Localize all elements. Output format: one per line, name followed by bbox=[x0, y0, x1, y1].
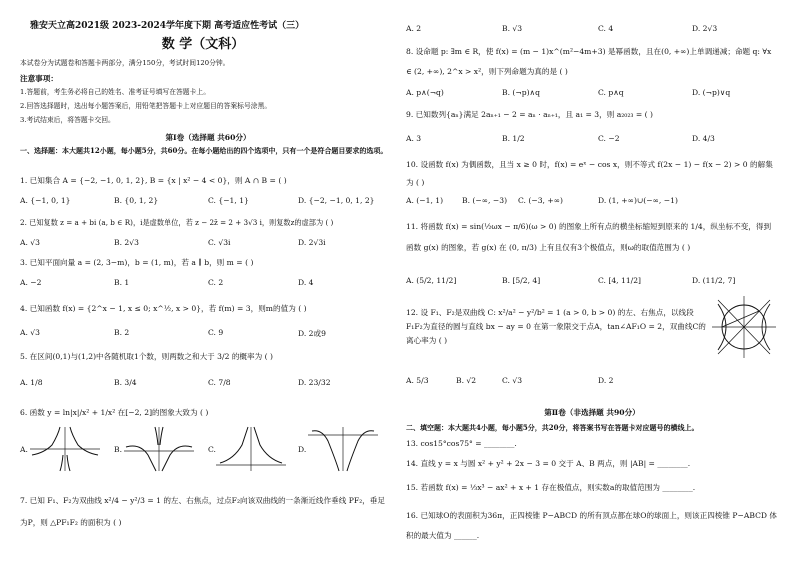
note-1: 1.答题前，考生务必将自己的姓名、准考证号填写在答题卡上。 bbox=[20, 88, 210, 96]
q4-option-c: C. 9 bbox=[208, 328, 224, 337]
question-2-stem: 2. 已知复数 z = a + bi (a, b ∈ R)，i是虚数单位，若 z − 2z̄ = 2 + 3√3 i，则复数z的虚部为 ( ) bbox=[20, 218, 334, 227]
q6-graph-d bbox=[308, 425, 378, 473]
q6-graph-a bbox=[30, 425, 100, 473]
q10-option-b: B. (−∞, −3) bbox=[462, 196, 508, 205]
q8-option-c: C. p∧q bbox=[598, 88, 624, 97]
question-15: 15. 若函数 f(x) = ⅓x³ − ax² + x + 1 存在极值点，则实数a的取值范围为 ________. bbox=[406, 483, 696, 492]
subject-title: 数 学（文科） bbox=[161, 37, 245, 52]
q6-graph-b bbox=[124, 425, 194, 473]
notes-title: 注意事项： bbox=[20, 74, 58, 83]
question-9-stem: 9. 已知数列{aₙ}满足 2aₙ₊₁ − 2 = aₙ · aₙ₊₁，且 a₁ = 3，则 a₂₀₂₃ = ( ) bbox=[406, 110, 653, 119]
q9-option-a: A. 3 bbox=[406, 134, 422, 143]
q11-option-a: A. (5/2, 11/2] bbox=[406, 276, 457, 285]
question-5-stem: 5. 在区间(0,1)与(1,2)中各随机取1个数，则两数之和大于 3/2 的概率为 ( ) bbox=[20, 352, 273, 361]
q9-option-d: D. 4/3 bbox=[692, 134, 715, 143]
question-6-stem: 6. 函数 y = ln|x|/x² + 1/x² 在[−2, 2]的图象大致为 ( ) bbox=[20, 408, 209, 417]
q11-option-b: B. [5/2, 4] bbox=[502, 276, 541, 285]
q6-option-a: A. bbox=[20, 445, 28, 454]
part2-title: 第Ⅱ卷（非选择题 共90分） bbox=[544, 408, 640, 417]
right-column bbox=[402, 0, 780, 561]
q12-option-a: A. 5/3 bbox=[406, 376, 429, 385]
question-7-stem: 7. 已知 F₁、F₂为双曲线 x²/4 − y²/3 = 1 的左、右焦点，过点F₂向该双曲线的一条渐近线作垂线 PF₂，垂足为P，则 △PF₁F₂ 的面积为 ( ) bbox=[20, 496, 385, 527]
q3-option-a: A. −2 bbox=[20, 278, 42, 287]
q4-option-b: B. 2 bbox=[114, 328, 130, 337]
question-8-stem: 8. 设命题 p: ∃m ∈ R，使 f(x) = (m − 1)x^(m²−4m+3) 是幂函数，且在(0, +∞)上单调递减；命题 q: ∀x ∈ (2, +∞), 2^x > x²，则下列命题为真的是 ( ) bbox=[406, 47, 772, 76]
q11-option-c: C. [4, 11/2] bbox=[598, 276, 642, 285]
q6-graph-c bbox=[216, 425, 286, 473]
q9-option-c: C. −2 bbox=[598, 134, 620, 143]
q12-option-b: B. √2 bbox=[456, 376, 477, 385]
q10-option-a: A. (−1, 1) bbox=[406, 196, 444, 205]
question-14: 14. 直线 y = x 与圆 x² + y² + 2x − 3 = 0 交于 A、B 两点，则 |AB| = ________. bbox=[406, 459, 691, 468]
part1-title: 第Ⅰ卷（选择题 共60分） bbox=[165, 133, 251, 142]
exam-info: 本试卷分为试题卷和答题卡两部分，满分150分，考试时间120分钟。 bbox=[20, 59, 230, 67]
q1-option-b: B. {0, 1, 2} bbox=[114, 196, 159, 205]
q7-option-d: D. 2√3 bbox=[692, 24, 718, 33]
q11-option-d: D. (11/2, 7] bbox=[692, 276, 736, 285]
note-2: 2.回答选择题时，选出每小题答案后，用铅笔把答题卡上对应题目的答案标号涂黑。 bbox=[20, 102, 272, 110]
q2-option-b: B. 2√3 bbox=[114, 238, 139, 247]
question-3-stem: 3. 已知平面向量 a = (2, 3−m)，b = (1, m)，若 a ∥ b，则 m = ( ) bbox=[20, 258, 254, 267]
question-1-stem: 1. 已知集合 A = {−2, −1, 0, 1, 2}, B = {x | x² − 4 < 0}，则 A ∩ B = ( ) bbox=[20, 176, 287, 185]
q4-option-a: A. √3 bbox=[20, 328, 40, 337]
q1-option-a: A. {−1, 0, 1} bbox=[20, 196, 71, 205]
q4-option-d: D. 2或9 bbox=[298, 329, 326, 338]
q5-option-c: C. 7/8 bbox=[208, 378, 231, 387]
q5-option-a: A. 1/8 bbox=[20, 378, 43, 387]
q8-option-b: B. (¬p)∧q bbox=[502, 88, 540, 97]
q12-option-d: D. 2 bbox=[598, 376, 614, 385]
q5-option-d: D. 23/32 bbox=[298, 378, 331, 387]
q7-option-a: A. 2 bbox=[406, 24, 422, 33]
note-3: 3.考试结束后，将答题卡交回。 bbox=[20, 116, 115, 124]
q3-option-d: D. 4 bbox=[298, 278, 314, 287]
part2-intro: 二、填空题：本大题共4小题，每小题5分，共20分，将答案书写在答题卡对应题号的横线上。 bbox=[406, 423, 699, 432]
q8-option-a: A. p∧(¬q) bbox=[406, 88, 444, 97]
q10-option-c: C. (−3, +∞) bbox=[518, 196, 564, 205]
q6-option-b: B. bbox=[114, 445, 122, 454]
question-11-stem: 11. 将函数 f(x) = sin(½ωx − π/6)(ω > 0) 的图象上所有点的横坐标缩短到原来的 1/4，纵坐标不变，得到函数 g(x) 的图象，若 g(x) 在 (0, π/3) 上有且仅有3个极值点，则ω的取值范围为 ( ) bbox=[406, 222, 772, 252]
q3-option-b: B. 1 bbox=[114, 278, 130, 287]
left-column bbox=[18, 0, 390, 561]
q1-option-c: C. {−1, 1} bbox=[208, 196, 249, 205]
question-13: 13. cos15°cos75° = ________. bbox=[406, 439, 517, 448]
question-4-stem: 4. 已知函数 f(x) = {2^x − 1, x ≤ 0; x^½, x > 0}，若 f(m) = 3，则m的值为 ( ) bbox=[20, 304, 307, 313]
q3-option-c: C. 2 bbox=[208, 278, 224, 287]
q8-option-d: D. (¬p)∨q bbox=[692, 88, 731, 97]
q6-option-d: D. bbox=[298, 445, 307, 454]
question-12-stem: 12. 设 F₁、F₂是双曲线 C: x²/a² − y²/b² = 1 (a > 0, b > 0) 的左、右焦点，以线段 F₁F₂为直径的圆与直线 bx − ay = 0 在第一象限交于点A，tan∠AF₁O = 2，双曲线C的离心率为 ( ) bbox=[406, 308, 706, 345]
q2-option-a: A. √3 bbox=[20, 238, 40, 247]
q12-option-c: C. √3 bbox=[502, 376, 523, 385]
question-10-stem: 10. 设函数 f(x) 为偶函数，且当 x ≥ 0 时，f(x) = eˣ − cos x，则不等式 f(2x − 1) − f(x − 2) > 0 的解集为 ( ) bbox=[406, 160, 773, 187]
q7-option-c: C. 4 bbox=[598, 24, 614, 33]
q1-option-d: D. {−2, −1, 0, 1, 2} bbox=[298, 196, 375, 205]
q5-option-b: B. 3/4 bbox=[114, 378, 137, 387]
part1-intro: 一、选择题：本大题共12小题，每小题5分，共60分。在每小题给出的四个选项中，只有一个是符合题目要求的选项。 bbox=[20, 146, 388, 155]
q2-option-d: D. 2√3i bbox=[298, 238, 326, 247]
q6-option-c: C. bbox=[208, 445, 216, 454]
q7-option-b: B. √3 bbox=[502, 24, 523, 33]
q2-option-c: C. √3i bbox=[208, 238, 231, 247]
q9-option-b: B. 1/2 bbox=[502, 134, 525, 143]
q10-option-d: D. (1, +∞)∪(−∞, −1) bbox=[598, 196, 678, 205]
exam-title: 雅安天立高2021级 2023-2024学年度下期 高考适应性考试（三） bbox=[30, 21, 305, 31]
question-16: 16. 已知球O的表面积为36π，正四棱锥 P−ABCD 的所有顶点都在球O的球面上，则该正四棱锥 P−ABCD 体积的最大值为 ______. bbox=[406, 511, 777, 540]
q12-hyperbola-figure bbox=[712, 296, 776, 358]
